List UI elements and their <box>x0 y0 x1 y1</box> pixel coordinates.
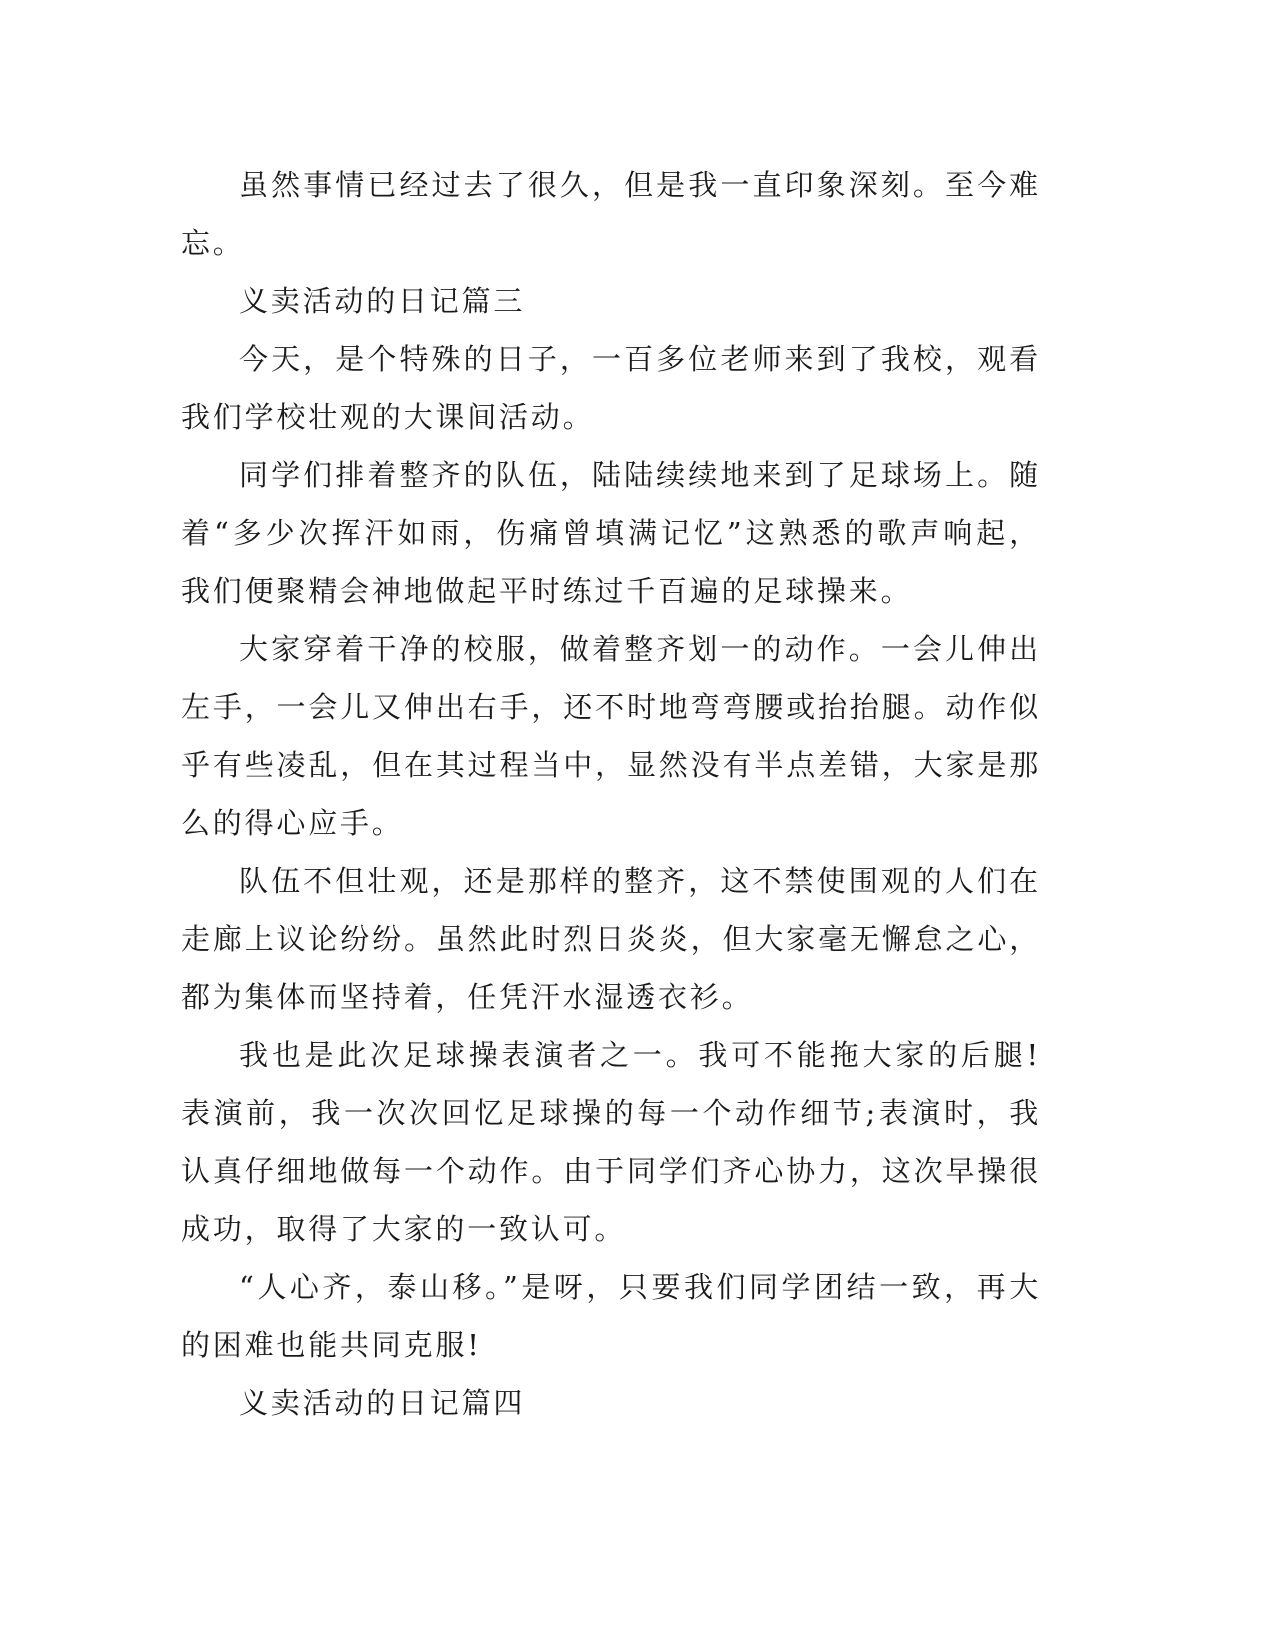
paragraph-performer: 我也是此次足球操表演者之一。我可不能拖大家的后腿!表演前，我一次次回忆足球操的每一个动作细节;表演时，我认真仔细地做每一个动作。由于同学们齐心协力，这次早操很成功，取得了大家的一致认可。 <box>181 1038 1041 1246</box>
paragraph-special-day: 今天，是个特殊的日子，一百多位老师来到了我校，观看我们学校壮观的大课间活动。 <box>181 342 1041 434</box>
paragraph-spectators: 队伍不但壮观，还是那样的整齐，这不禁使围观的人们在走廊上议论纷纷。虽然此时烈日炎炎，但大家毫无懈怠之心，都为集体而坚持着，任凭汗水湿透衣衫。 <box>181 864 1041 1014</box>
section-heading-three: 义卖活动的日记篇三 <box>239 284 526 318</box>
document-body <box>181 156 1041 1432</box>
section-heading-four: 义卖活动的日记篇四 <box>239 1386 526 1420</box>
paragraph-lineup: 同学们排着整齐的队伍，陆陆续续地来到了足球场上。随着“多少次挥汗如雨，伤痛曾填满记忆”这熟悉的歌声响起，我们便聚精会神地做起平时练过千百遍的足球操来。 <box>181 458 1041 608</box>
paragraph-intro-ending: 虽然事情已经过去了很久，但是我一直印象深刻。至今难忘。 <box>181 168 1041 260</box>
paragraph-movements: 大家穿着干净的校服，做着整齐划一的动作。一会儿伸出左手，一会儿又伸出右手，还不时地弯弯腰或抬抬腿。动作似乎有些凌乱，但在其过程当中，显然没有半点差错，大家是那么的得心应手。 <box>181 632 1041 840</box>
paragraph-conclusion: “人心齐，泰山移。”是呀，只要我们同学团结一致，再大的困难也能共同克服! <box>181 1270 1041 1362</box>
